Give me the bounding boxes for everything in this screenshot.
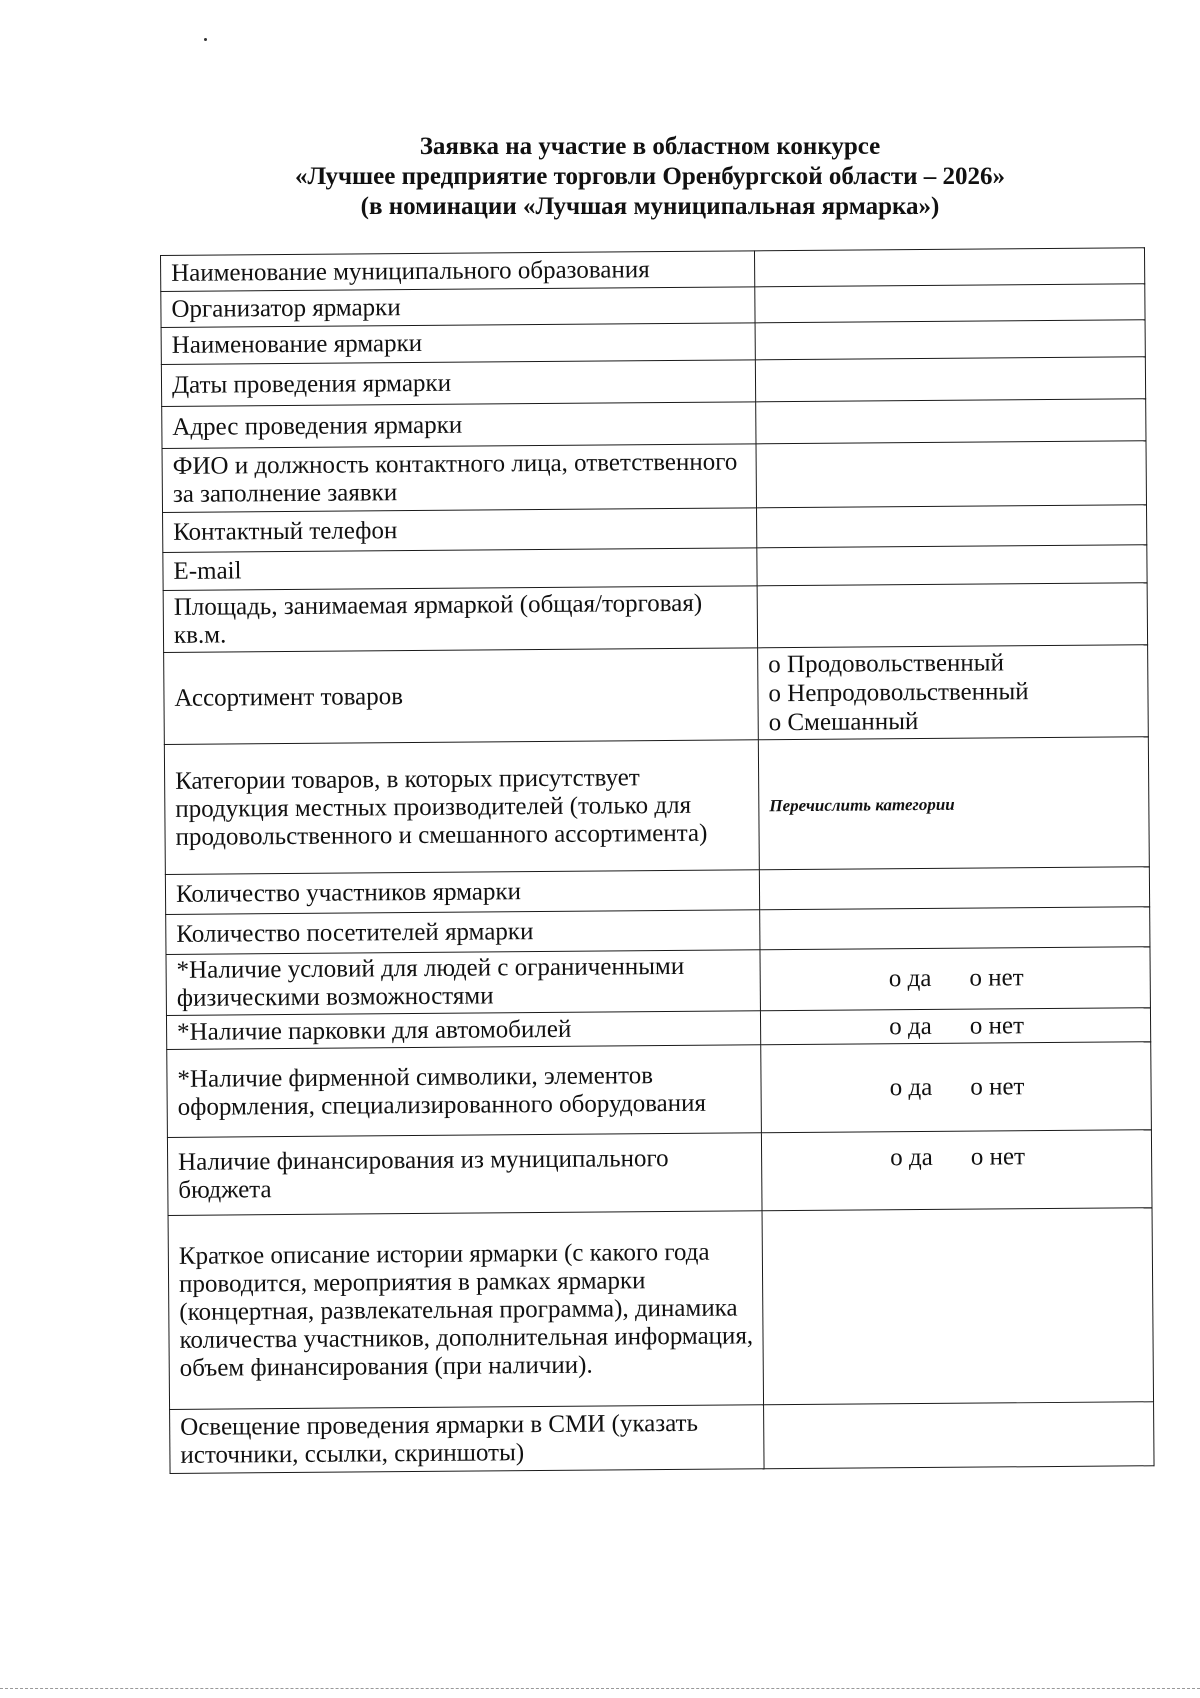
branding-no-option[interactable]: о нет (970, 1072, 1025, 1101)
field-email[interactable] (757, 545, 1147, 586)
categories-hint: Перечислить категории (769, 794, 955, 815)
choice-parking (760, 1008, 1150, 1045)
option-food[interactable]: о Продовольственный (768, 649, 1005, 679)
scan-bottom-edge (0, 1688, 1200, 1689)
label-media: Освещение проведения ярмарки в СМИ (указать источники, ссылки, скриншоты) (170, 1405, 764, 1474)
field-participants[interactable] (759, 867, 1149, 910)
title-line-1: Заявка на участие в областном конкурсе (419, 133, 881, 160)
disability-no-option[interactable]: о нет (969, 964, 1024, 992)
row-assortment (164, 645, 1149, 745)
row-contact-person (162, 441, 1146, 513)
disability-yes-option[interactable]: о да (888, 964, 932, 993)
title-line-2: «Лучшее предприятие торговли Оренбургской области – 2026» (294, 163, 1006, 190)
field-area[interactable] (757, 583, 1147, 648)
label-phone: Контактный телефон (163, 508, 757, 553)
label-municipality: Наименование муниципального образования (161, 251, 755, 292)
label-branding: *Наличие фирменной символики, элементов оформления, специализированного оборудования (167, 1045, 762, 1138)
field-phone[interactable] (757, 505, 1147, 548)
field-fair-name[interactable] (755, 320, 1145, 360)
field-address[interactable] (756, 399, 1146, 444)
label-local-categories: Категории товаров, в которых присутствует продукция местных производителей (только для продовольственного и смешанного ассортимента) (164, 740, 759, 875)
row-municipal-funding (167, 1130, 1152, 1216)
label-visitors: Количество посетителей ярмарки (166, 910, 760, 955)
label-fair-name: Наименование ярмарки (161, 323, 755, 365)
row-branding (167, 1042, 1152, 1138)
label-address: Адрес проведения ярмарки (162, 402, 756, 449)
field-local-categories[interactable] (758, 737, 1149, 870)
assortment-options (758, 645, 1149, 740)
parking-no-option[interactable]: о нет (969, 1011, 1025, 1040)
field-history[interactable] (762, 1208, 1154, 1405)
field-organizer[interactable] (755, 284, 1145, 323)
label-parking: *Наличие парковки для автомобилей (166, 1011, 760, 1050)
label-dates: Даты проведения ярмарки (161, 360, 755, 407)
label-area: Площадь, занимаемая ярмаркой (общая/торговая) кв.м. (163, 586, 757, 653)
application-form-table (160, 247, 1155, 1474)
scan-speck (204, 38, 207, 41)
parking-yes-option[interactable]: о да (889, 1012, 932, 1040)
funding-yes-option[interactable]: о да (890, 1143, 933, 1172)
field-visitors[interactable] (760, 907, 1150, 950)
field-media[interactable] (764, 1402, 1154, 1469)
funding-no-option[interactable]: о нет (970, 1143, 1026, 1171)
row-local-categories (164, 737, 1149, 875)
field-dates[interactable] (755, 357, 1145, 402)
branding-yes-option[interactable]: о да (889, 1073, 933, 1101)
row-area (163, 583, 1147, 653)
choice-disability-access (760, 947, 1150, 1011)
row-media (170, 1402, 1154, 1474)
label-disability-access: *Наличие условий для людей с ограниченными физическими возможностями (166, 950, 760, 1016)
field-municipality[interactable] (754, 248, 1144, 287)
page-title (120, 132, 1180, 222)
row-disability-access (166, 947, 1150, 1016)
label-email: E-mail (163, 548, 757, 591)
label-history: Краткое описание истории ярмарки (с какого года проводится, мероприятия в рамках ярмарки (концертная, развлекательная программа), динамика количества участников, дополнительная информация, объем финансирования (при наличии). (168, 1211, 764, 1410)
field-contact-person[interactable] (756, 441, 1146, 508)
label-contact-person: ФИО и должность контактного лица, ответственного за заполнение заявки (162, 444, 756, 513)
option-mixed[interactable]: о Смешанный (768, 708, 919, 737)
label-assortment: Ассортимент товаров (164, 648, 759, 745)
option-non-food[interactable]: о Непродовольственный (768, 678, 1029, 708)
label-municipal-funding: Наличие финансирования из муниципального бюджета (167, 1133, 762, 1216)
title-line-3: (в номинации «Лучшая муниципальная ярмарка») (360, 193, 940, 220)
choice-branding (761, 1042, 1152, 1133)
choice-municipal-funding (761, 1130, 1152, 1211)
row-history (168, 1208, 1153, 1410)
label-organizer: Организатор ярмарки (161, 287, 755, 328)
label-participants: Количество участников ярмарки (165, 870, 759, 915)
